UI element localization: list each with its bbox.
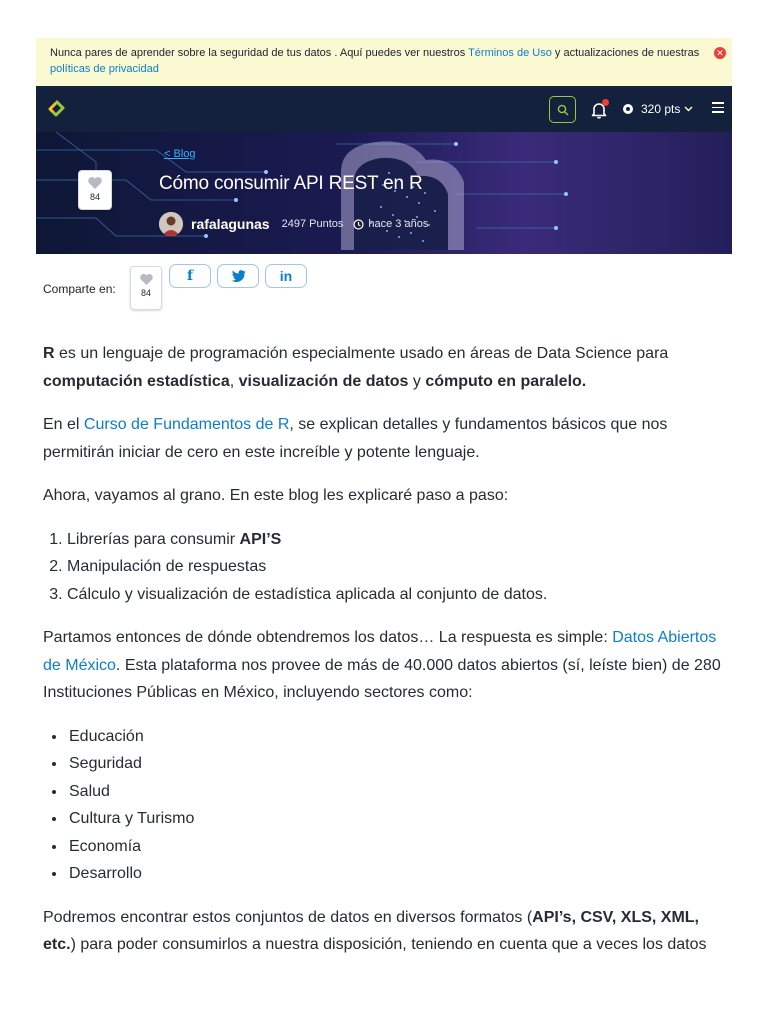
- bold-text: R: [43, 345, 55, 362]
- bold-text: API’s, CSV, XLS, XML, etc.: [43, 908, 699, 953]
- avatar[interactable]: [159, 212, 183, 236]
- bold-text: computación estadística: [43, 372, 230, 390]
- text: Podremos encontrar estos conjuntos de datos en diversos formatos (: [43, 908, 533, 926]
- notifications-button[interactable]: [590, 99, 610, 119]
- share-like-count: 84: [140, 288, 151, 298]
- paragraph-formats: [43, 904, 728, 959]
- text: y: [408, 372, 426, 390]
- privacy-banner: [36, 38, 732, 86]
- share-linkedin-button[interactable]: [265, 264, 307, 288]
- post-time: [353, 218, 428, 230]
- like-count: 84: [89, 192, 100, 202]
- list-item: • Economía: [67, 833, 728, 861]
- paragraph-data-source: [43, 624, 728, 707]
- author-info: [159, 212, 428, 236]
- privacy-banner-text-middle: y actualizaciones de nuestras: [551, 47, 700, 59]
- steps-list: [67, 526, 728, 609]
- points-menu[interactable]: [623, 99, 693, 119]
- list-item: • Educación: [67, 723, 728, 751]
- list-item: • Desarrollo: [67, 860, 728, 888]
- text: ,: [229, 372, 239, 390]
- list-item: [67, 553, 728, 581]
- author-points-value: 2497: [281, 218, 307, 230]
- text: Manipulación de respuestas: [67, 558, 267, 575]
- text: . Esta plataforma nos provee de más de 40.000 datos abiertos (sí, leíste bien) de 280 Instituciones Públicas en México, incluyendo sectores como:: [43, 656, 721, 701]
- sectors-list: [67, 723, 728, 888]
- paragraph-steps-intro: Ahora, vayamos al grano. En este blog les explicaré paso a paso:: [43, 487, 509, 504]
- search-icon: [557, 104, 569, 116]
- list-item: [67, 526, 728, 554]
- points-value: 320 pts: [641, 102, 681, 116]
- clock-icon: [353, 219, 364, 230]
- privacy-policy-link[interactable]: políticas de privacidad: [50, 63, 159, 75]
- list-item: • Seguridad: [67, 750, 728, 778]
- author-points: [282, 218, 344, 230]
- text: En el: [43, 416, 84, 433]
- text: Librerías para consumir: [67, 530, 240, 548]
- datos-abiertos-link[interactable]: Datos Abiertos de México: [43, 629, 717, 674]
- share-label: Comparte en:: [43, 282, 116, 296]
- course-link[interactable]: Curso de Fundamentos de R: [83, 416, 290, 433]
- text: , se explican detalles y fundamentos básicos que nos permitirán iniciar de cero en este increíble y potente lenguaje.: [43, 416, 668, 461]
- text: Partamos entonces de dónde obtendremos los datos… La respuesta es simple:: [43, 629, 613, 646]
- twitter-icon: [231, 270, 246, 282]
- menu-icon[interactable]: [712, 102, 724, 114]
- text: ) para poder consumirlos a nuestra disposición, teniendo en cuenta que a veces los datos: [70, 936, 707, 953]
- hero-like-button[interactable]: [78, 170, 112, 210]
- facebook-icon: f: [186, 268, 194, 284]
- author-points-label: Puntos: [309, 218, 344, 230]
- post-time-text: hace 3 años: [368, 218, 429, 230]
- list-item: • Salud: [67, 778, 728, 806]
- page-title: Cómo consumir API REST en R: [159, 173, 423, 194]
- bold-text: API’S: [239, 530, 282, 548]
- paragraph-course: [43, 411, 728, 466]
- breadcrumb-blog-link[interactable]: < Blog: [164, 148, 196, 160]
- notification-dot: [602, 99, 609, 106]
- share-facebook-button[interactable]: [169, 264, 211, 288]
- heart-icon: [87, 176, 103, 190]
- share-like-button[interactable]: [130, 266, 162, 310]
- bold-text: cómputo en paralelo.: [425, 372, 587, 390]
- text: es un lenguaje de programación especialmente usado en áreas de Data Science para: [54, 345, 669, 362]
- points-icon: [623, 104, 633, 114]
- bold-text: visualización de datos: [238, 372, 409, 390]
- share-twitter-button[interactable]: [217, 264, 259, 288]
- chevron-down-icon: [684, 106, 693, 112]
- paragraph-intro: [43, 340, 728, 395]
- list-item: [67, 581, 728, 609]
- linkedin-icon: in: [279, 268, 293, 284]
- logo-icon[interactable]: [46, 99, 66, 119]
- list-item: • Cultura y Turismo: [67, 805, 728, 833]
- close-icon[interactable]: ✕: [714, 47, 726, 59]
- terms-link[interactable]: Términos de Uso: [468, 47, 552, 59]
- privacy-banner-text: Nunca pares de aprender sobre la seguridad de tus datos . Aquí puedes ver nuestros: [50, 47, 469, 59]
- article-hero: [36, 132, 732, 254]
- search-button[interactable]: [549, 96, 576, 123]
- article-body: [43, 340, 728, 975]
- author-name[interactable]: rafalagunas: [191, 216, 270, 232]
- top-navbar: [36, 86, 732, 132]
- text: Cálculo y visualización de estadística aplicada al conjunto de datos.: [67, 585, 548, 603]
- heart-icon: [139, 273, 154, 286]
